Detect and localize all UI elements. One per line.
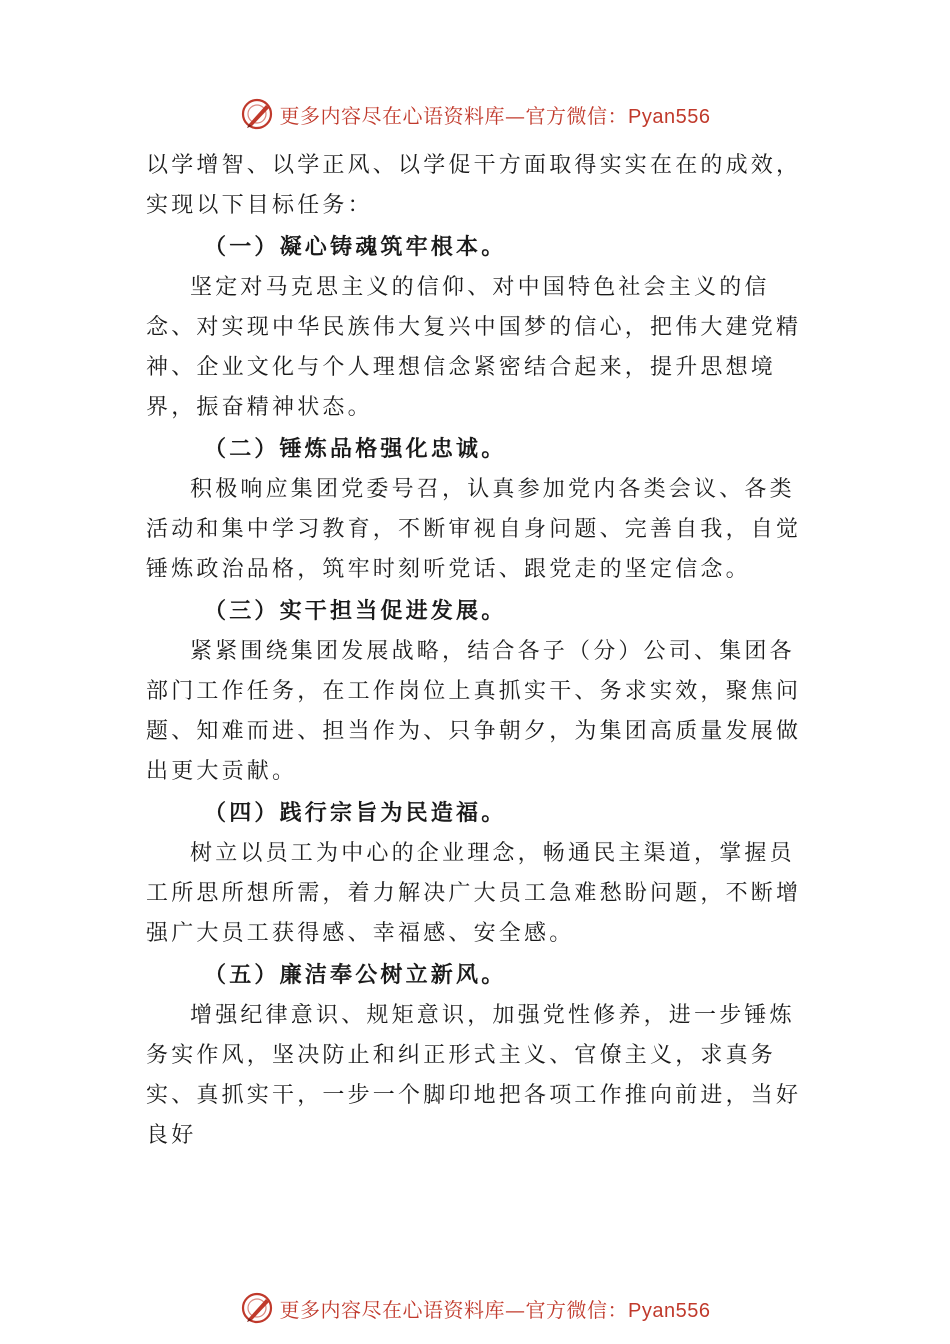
banner-wechat-id: Pyan556 bbox=[628, 105, 711, 128]
section-heading-4: （四）践行宗旨为民造福。 bbox=[204, 800, 507, 826]
banner-separator: — bbox=[505, 103, 526, 128]
section-heading-1: （一）凝心铸魂筑牢根本。 bbox=[204, 234, 507, 260]
banner-separator: — bbox=[505, 1297, 526, 1322]
banner-brand: 更多内容尽在心语资料库 bbox=[279, 1297, 506, 1322]
footer-banner bbox=[0, 1288, 950, 1328]
banner-text bbox=[280, 100, 711, 129]
section-body-2: 积极响应集团党委号召，认真参加党内各类会议、各类活动和集中学习教育，不断审视自身问题、完善自我，自觉锤炼政治品格，筑牢时刻听党话、跟党走的坚定信念。 bbox=[146, 477, 802, 582]
banner-brand: 更多内容尽在心语资料库 bbox=[279, 103, 506, 128]
section-body-4: 树立以员工为中心的企业理念，畅通民主渠道，掌握员工所思所想所需，着力解决广大员工急难愁盼问题，不断增强广大员工获得感、幸福感、安全感。 bbox=[146, 841, 802, 946]
banner-wechat-id: Pyan556 bbox=[628, 1299, 711, 1322]
document-body bbox=[146, 146, 810, 1156]
intro-paragraph: 以学增智、以学正风、以学促干方面取得实实在在的成效， 实现以下目标任务： bbox=[146, 153, 802, 218]
section-heading-2: （二）锤炼品格强化忠诚。 bbox=[204, 436, 507, 462]
section-body-3: 紧紧围绕集团发展战略，结合各子（分）公司、集团各部门工作任务，在工作岗位上真抓实干、务求实效，聚焦问题、知难而进、担当作为、只争朝夕，为集团高质量发展做出更大贡献。 bbox=[146, 639, 802, 784]
banner-text bbox=[280, 1294, 711, 1323]
section-body-5: 增强纪律意识、规矩意识，加强党性修养，进一步锤炼务实作风，坚决防止和纠正形式主义、官僚主义，求真务实、真抓实干，一步一个脚印地把各项工作推向前进，当好良好 bbox=[146, 1003, 802, 1148]
header-banner bbox=[0, 94, 950, 134]
pen-logo-icon bbox=[240, 97, 274, 131]
banner-wechat-label: 官方微信： bbox=[525, 1297, 629, 1322]
banner-wechat-label: 官方微信： bbox=[525, 103, 629, 128]
section-heading-3: （三）实干担当促进发展。 bbox=[204, 598, 507, 624]
section-heading-5: （五）廉洁奉公树立新风。 bbox=[204, 962, 507, 988]
pen-logo-icon bbox=[240, 1291, 274, 1325]
section-body-1: 坚定对马克思主义的信仰、对中国特色社会主义的信念、对实现中华民族伟大复兴中国梦的信心，把伟大建党精神、企业文化与个人理想信念紧密结合起来，提升思想境界，振奋精神状态。 bbox=[146, 275, 802, 420]
